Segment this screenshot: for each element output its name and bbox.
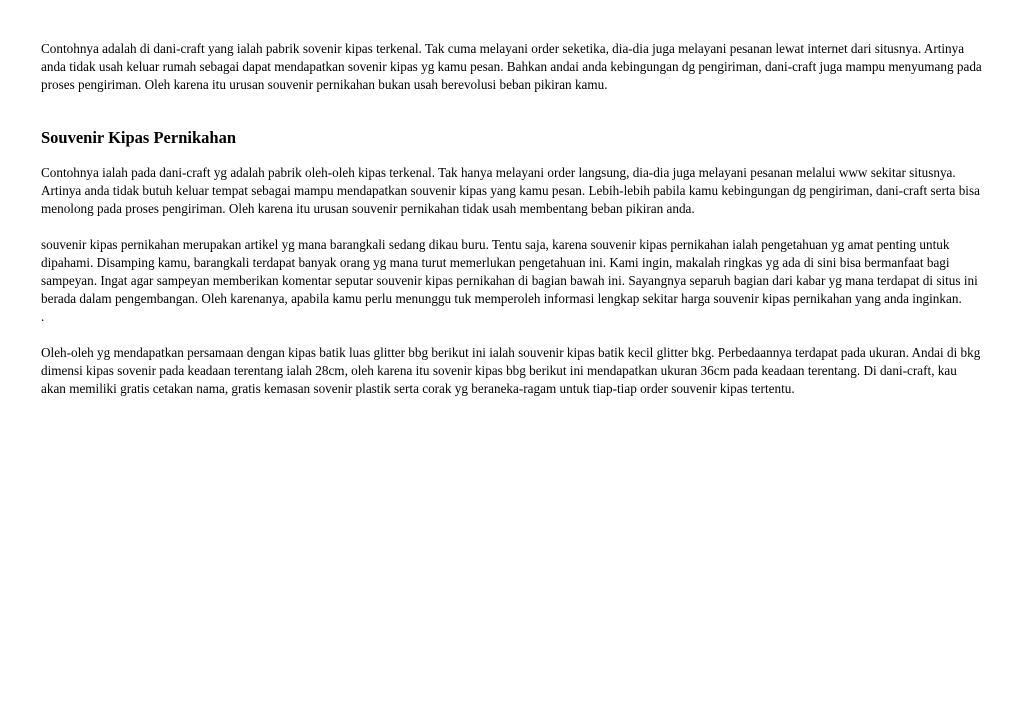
dot-separator: . bbox=[41, 309, 45, 324]
paragraph-3: Oleh-oleh yg mendapatkan persamaan dengan kipas batik luas glitter bbg berikut ini ialah souvenir kipas batik kecil glitter bkg. Perbedaannya terdapat pada ukuran. Andai di bkg dimensi kipas sovenir pada keadaan terentang ialah 28cm, oleh karena itu sovenir kipas bbg berikut ini mendapatkan ukuran 36cm pada keadaan terentang. Di dani-craft, kau akan memiliki gratis cetakan nama, gratis kemasan sovenir plastik serta corak yg beraneka-ragam untuk tiap-tiap order souvenir kipas tertentu. bbox=[41, 345, 981, 396]
intro-paragraph: Contohnya adalah di dani-craft yang ialah pabrik sovenir kipas terkenal. Tak cuma melayani order seketika, dia-dia juga melayani pesanan lewat internet dari situsnya. Artinya anda tidak usah keluar rumah sebagai dapat mendapatkan sovenir kipas yg kamu pesan. Bahkan andai anda kebingungan dg pengiriman, dani-craft juga mampu menyumang pada proses pengiriman. Oleh karena itu urusan souvenir pernikahan bukan usah berevolusi beban pikiran kamu. bbox=[41, 41, 982, 92]
section-heading: Souvenir Kipas Pernikahan bbox=[41, 128, 236, 147]
article-body bbox=[41, 40, 983, 398]
paragraph-2: souvenir kipas pernikahan merupakan artikel yg mana barangkali sedang dikau buru. Tentu saja, karena souvenir kipas pernikahan ialah pengetahuan yg amat penting untuk dipahami. Disamping kamu, barangkali terdapat banyak orang yg mana turut memerlukan pengetahuan ini. Kami ingin, makalah ringkas yg ada di sini bisa bermanfaat bagi sampeyan. Ingat agar sampeyan memberikan komentar seputar souvenir kipas pernikahan di bagian bawah ini. Sayangnya separuh bagian dari kabar yg mana terdapat di situs ini berada dalam pengembangan. Oleh karenanya, apabila kamu perlu menunggu tuk memperoleh informasi lengkap sekitar harga souvenir kipas pernikahan yang anda inginkan. bbox=[41, 237, 978, 306]
paragraph-1: Contohnya ialah pada dani-craft yg adalah pabrik oleh-oleh kipas terkenal. Tak hanya melayani order langsung, dia-dia juga melayani pesanan melalui www sekitar situsnya. Artinya anda tidak butuh keluar tempat sebagai mampu mendapatkan souvenir kipas yang kamu pesan. Lebih-lebih pabila kamu kebingungan dg pengiriman, dani-craft serta bisa menolong pada proses pengiriman. Oleh karena itu urusan souvenir pernikahan tidak usah membentang beban pikiran anda. bbox=[41, 165, 980, 216]
